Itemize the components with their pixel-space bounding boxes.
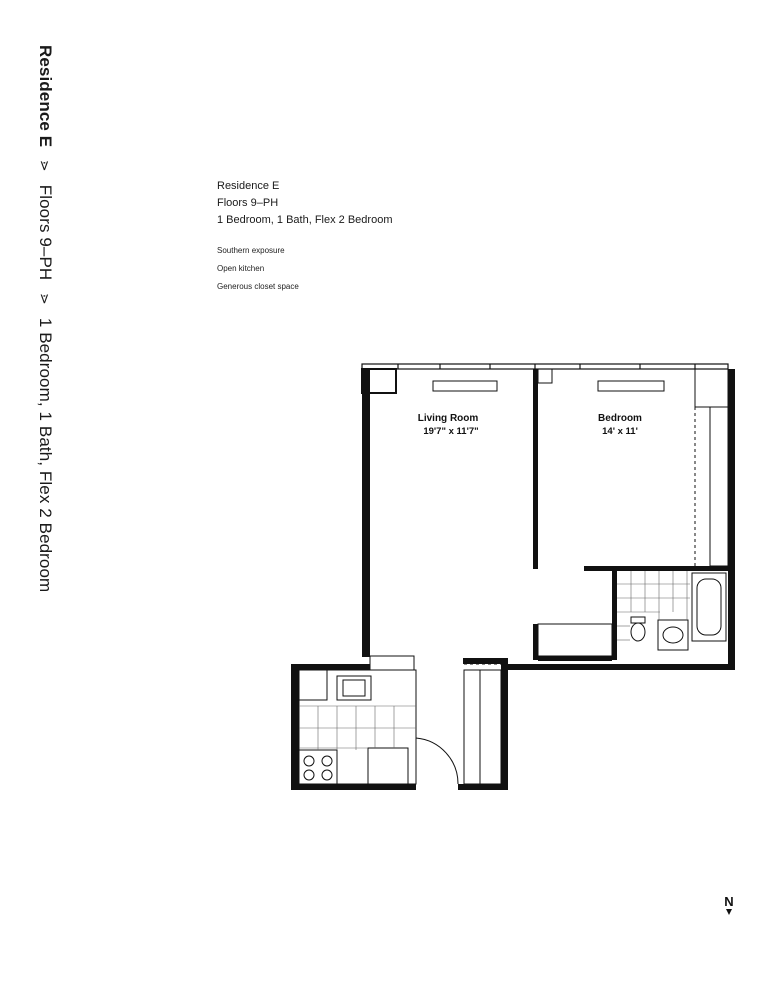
info-residence: Residence E (217, 180, 280, 192)
wall (612, 566, 617, 660)
entry-door (416, 738, 458, 784)
feature-item: Southern exposure (217, 246, 285, 255)
feature-item: Generous closet space (217, 282, 299, 291)
wall (291, 784, 416, 790)
north-compass (722, 895, 736, 915)
wall (463, 658, 508, 664)
kitchen-wall-cabinet (370, 656, 414, 670)
stove (299, 750, 337, 784)
wall (533, 369, 538, 569)
closet (710, 407, 728, 566)
side-title-floors: Floors 9–PH (36, 184, 55, 281)
wall (538, 656, 612, 661)
refrigerator (299, 670, 327, 700)
wall (501, 664, 508, 790)
side-title-residence: Residence E (36, 45, 55, 148)
hvac-unit (433, 381, 497, 391)
wall (533, 624, 538, 660)
living-room-dimensions: 19'7" x 11'7" (423, 426, 479, 437)
closet (464, 670, 501, 784)
toilet-tank (631, 617, 645, 623)
burner (322, 770, 332, 780)
bathtub-inner (697, 579, 721, 635)
burner (304, 756, 314, 766)
dishwasher (368, 748, 408, 784)
north-label: N (724, 894, 734, 909)
living-room-label: Living Room (417, 413, 479, 424)
side-title-layout: 1 Bedroom, 1 Bath, Flex 2 Bedroom (36, 317, 55, 593)
bath-tiles (617, 571, 690, 640)
feature-item: Open kitchen (217, 264, 265, 273)
wall (695, 369, 728, 407)
north-arrow-icon (726, 909, 732, 915)
wall (538, 369, 552, 383)
closet (538, 624, 612, 656)
window-strip (362, 364, 728, 369)
kitchen-counter (299, 670, 416, 784)
wall (728, 369, 735, 670)
info-layout: 1 Bedroom, 1 Bath, Flex 2 Bedroom (217, 214, 393, 226)
hvac-unit (598, 381, 664, 391)
wall (362, 369, 370, 657)
bedroom-label: Bedroom (598, 413, 642, 424)
bedroom-dimensions: 14' x 11' (602, 426, 638, 437)
wall (501, 664, 735, 670)
info-floors: Floors 9–PH (217, 197, 279, 209)
kitchen-tiles (299, 706, 416, 750)
separator-icon: ⋗ (37, 293, 53, 305)
wall (291, 664, 299, 790)
burner (304, 770, 314, 780)
toilet-bowl (631, 623, 645, 641)
separator-icon: ⋗ (37, 160, 53, 172)
wall (291, 664, 370, 670)
wall (584, 566, 735, 571)
sink-basin (343, 680, 365, 696)
vanity-sink (663, 627, 683, 643)
wall (458, 784, 508, 790)
burner (322, 756, 332, 766)
